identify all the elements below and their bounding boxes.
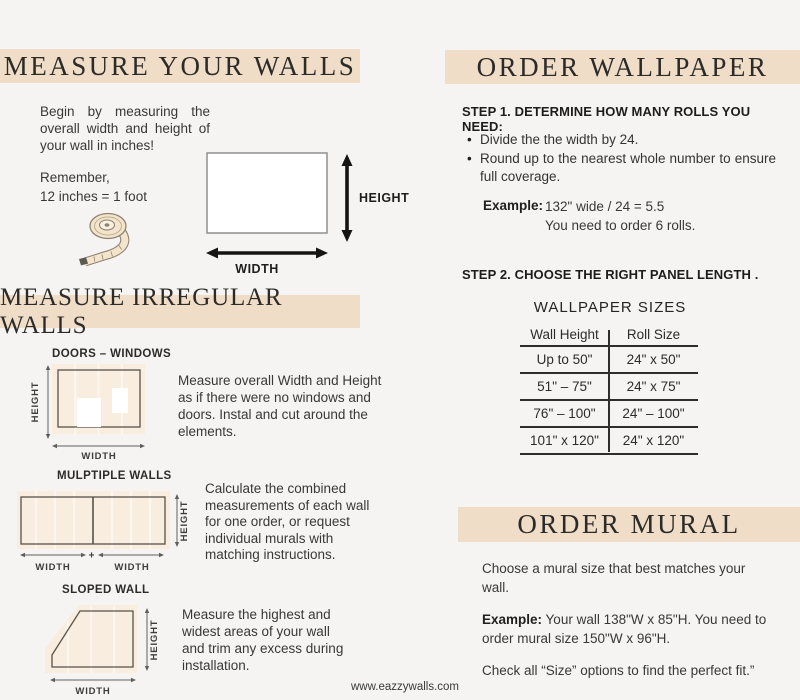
sloped-wall-label: SLOPED WALL	[62, 584, 150, 596]
width-label-right: WIDTH	[114, 562, 150, 573]
step2-heading: STEP 2. CHOOSE THE RIGHT PANEL LENGTH .	[462, 267, 759, 282]
width-label: WIDTH	[81, 451, 117, 462]
table-cell: 24" x 50"	[626, 352, 681, 367]
table-cell: 101" x 120"	[530, 433, 599, 448]
table-cell: Up to 50"	[536, 352, 593, 367]
step1-bullet-list	[466, 131, 776, 187]
measure-walls-header	[0, 49, 360, 83]
height-label: HEIGHT	[359, 191, 410, 205]
order-mural-title: ORDER MURAL	[517, 509, 741, 539]
table-cell: 24" x 120"	[622, 433, 685, 448]
irregular-walls-title: MEASURE IRREGULAR WALLS	[0, 283, 283, 339]
doors-windows-text: Measure overall Width and Height as if there were no windows and doors. Instal and cut around the elements.	[178, 373, 382, 439]
step1-heading: STEP 1. DETERMINE HOW MANY ROLLS YOU NEED:	[462, 104, 751, 134]
example-line-1: 132" wide / 24 = 5.5	[545, 199, 665, 214]
width-label: WIDTH	[235, 262, 279, 276]
order-mural-intro: Choose a mural size that best matches your wall.	[482, 561, 746, 595]
sloped-wall-diagram	[25, 598, 180, 700]
wallpaper-sizes-table	[520, 324, 698, 455]
plus-sign: +	[88, 550, 96, 562]
measure-walls-title: MEASURE YOUR WALLS	[3, 50, 357, 81]
height-label: HEIGHT	[149, 619, 160, 661]
multiple-walls-diagram	[10, 483, 210, 577]
table-cell: 24" – 100"	[622, 406, 685, 421]
doors-windows-label: DOORS – WINDOWS	[52, 348, 172, 360]
wallpaper-sizes-title: WALLPAPER SIZES	[533, 299, 687, 316]
remember-line-1: Remember,	[40, 170, 110, 185]
tape-measure-icon	[70, 210, 162, 266]
table-header: Roll Size	[626, 327, 681, 342]
irregular-walls-header	[0, 283, 360, 339]
width-label-left: WIDTH	[35, 562, 71, 573]
doors-windows-diagram	[28, 358, 168, 466]
order-wallpaper-title: ORDER WALLPAPER	[476, 51, 769, 82]
wall-dimensions-diagram	[195, 143, 410, 276]
sloped-wall-text: Measure the highest and widest areas of your wall and trim any excess during installation.	[182, 607, 344, 673]
width-label: WIDTH	[75, 686, 111, 697]
remember-line-2: 12 inches = 1 foot	[40, 188, 147, 204]
height-label: HEIGHT	[179, 500, 190, 542]
table-header: Wall Height	[530, 327, 599, 342]
height-label: HEIGHT	[30, 381, 41, 423]
order-mural-example	[482, 610, 778, 648]
bullet-item: • Divide the the width by 24.	[480, 131, 776, 149]
table-column-divider	[608, 330, 610, 452]
order-mural-tip: Check all “Size” options to find the perfect fit.”	[482, 663, 755, 678]
table-cell: 24" x 75"	[626, 379, 681, 394]
remember-note	[40, 169, 147, 206]
example-text: Your wall 138"W x 85"H. You need to order mural size 150"W x 96"H.	[482, 612, 767, 646]
order-mural-header	[458, 507, 800, 542]
table-cell: 76" – 100"	[533, 406, 596, 421]
order-wallpaper-header	[445, 50, 800, 84]
example-line-2: You need to order 6 rolls.	[545, 218, 696, 233]
bullet-item: • Round up to the nearest whole number to ensure full coverage.	[480, 150, 776, 186]
multiple-walls-text: Calculate the combined measurements of each wall for one order, or request individual murals with matching instructions.	[205, 481, 370, 562]
measure-walls-intro: Begin by measuring the overall width and height of your wall in inches!	[40, 104, 210, 153]
table-cell: 51" – 75"	[537, 379, 592, 394]
website-url: www.eazzywalls.com	[351, 681, 459, 693]
multiple-walls-label: MULPTIPLE WALLS	[57, 470, 172, 482]
example-label: Example:	[482, 612, 543, 627]
example-label: Example:	[483, 198, 544, 213]
